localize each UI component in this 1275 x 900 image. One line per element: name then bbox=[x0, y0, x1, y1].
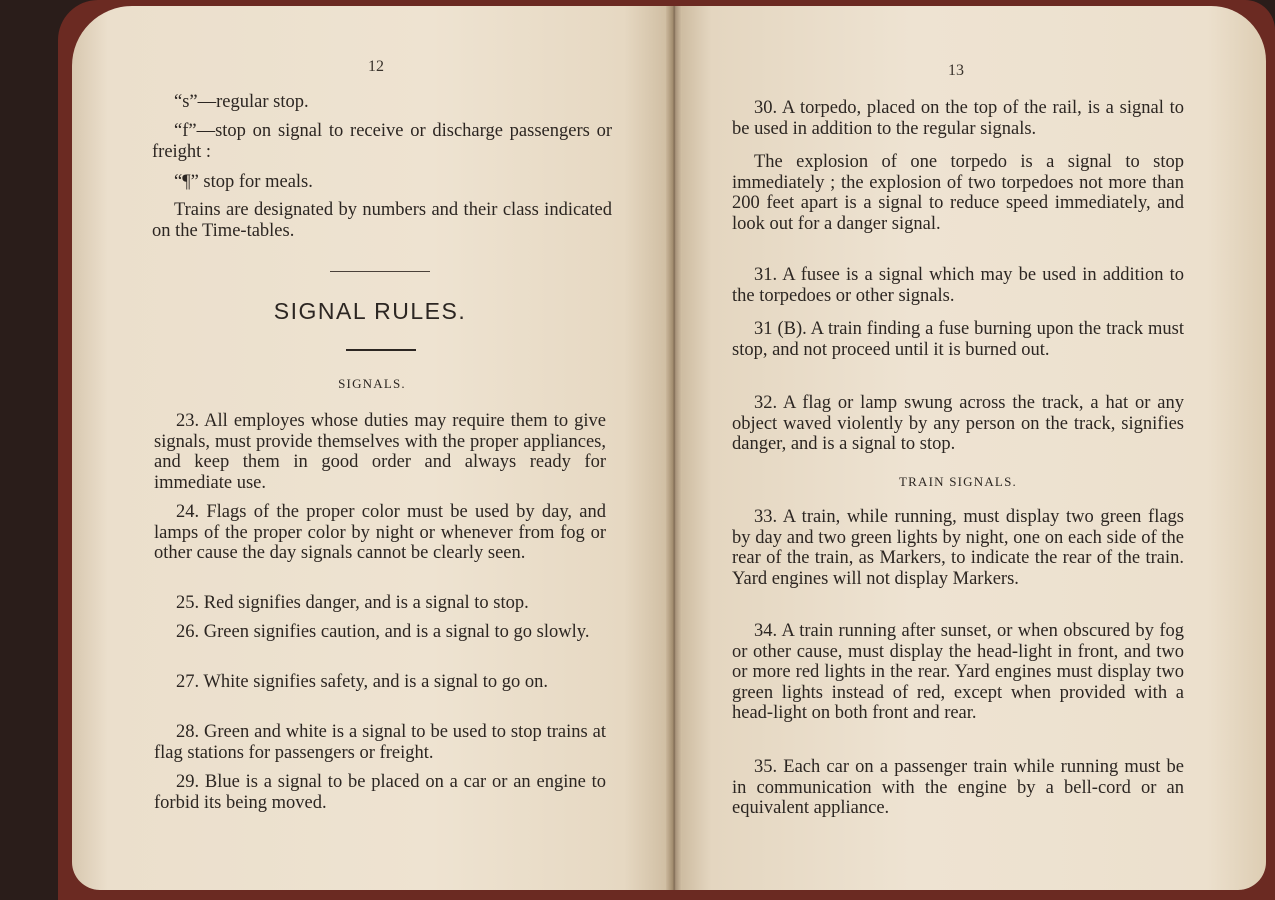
page-number: 12 bbox=[368, 58, 384, 75]
book-gutter bbox=[666, 6, 682, 890]
text-line: “s”—regular stop. bbox=[174, 92, 309, 112]
rule-paragraph: 35. Each car on a passenger train while running must be in communication with the engine by a bell-cord or an equivalent appliance. bbox=[732, 757, 1184, 818]
divider bbox=[330, 271, 430, 272]
subheading: TRAIN SIGNALS. bbox=[899, 474, 1017, 489]
subheading: SIGNALS. bbox=[338, 376, 406, 391]
page-number: 13 bbox=[948, 62, 964, 79]
rule-paragraph: The explosion of one torpedo is a signal to stop immediately ; the explosion of two torpedoes not more than 200 feet apart is a signal to reduce speed immediately, and look out for a danger signal. bbox=[732, 152, 1184, 234]
rule-paragraph: 26. Green signifies caution, and is a signal to go slowly. bbox=[176, 622, 590, 642]
rule-paragraph: 28. Green and white is a signal to be used to stop trains at flag stations for passengers or freight. bbox=[154, 722, 606, 763]
rule-paragraph: 33. A train, while running, must display two green flags by day and two green lights by night, one on each side of the rear of the train, as Markers, to indicate the rear of the train. Yard engines will not display Markers. bbox=[732, 507, 1184, 589]
rule-paragraph: 31. A fusee is a signal which may be used in addition to the torpedoes or other signals. bbox=[732, 265, 1184, 306]
rule-paragraph: 25. Red signifies danger, and is a signal to stop. bbox=[176, 593, 529, 613]
rule-paragraph: 32. A flag or lamp swung across the track, a hat or any object waved violently by any person on the track, signifies danger, and is a signal to stop. bbox=[732, 393, 1184, 454]
rule-paragraph: 31 (B). A train finding a fuse burning upon the track must stop, and not proceed until it is burned out. bbox=[732, 319, 1184, 360]
right-page bbox=[676, 6, 1266, 890]
rule-paragraph: 29. Blue is a signal to be placed on a car or an engine to forbid its being moved. bbox=[154, 772, 606, 813]
rule-paragraph: 27. White signifies safety, and is a signal to go on. bbox=[176, 672, 548, 692]
rule-paragraph: 30. A torpedo, placed on the top of the rail, is a signal to be used in addition to the regular signals. bbox=[732, 98, 1184, 139]
section-heading: SIGNAL RULES. bbox=[273, 298, 467, 324]
rule-paragraph: 23. All employes whose duties may require them to give signals, must provide themselves with the proper appliances, and keep them in good order and always ready for immediate use. bbox=[154, 411, 606, 493]
text-line: “¶” stop for meals. bbox=[174, 172, 313, 192]
rule-paragraph: 24. Flags of the proper color must be used by day, and lamps of the proper color by night or whenever from fog or other cause the day signals cannot be clearly seen. bbox=[154, 502, 606, 563]
left-page bbox=[72, 6, 672, 890]
text-line: Trains are designated by numbers and their class indicated on the Time-tables. bbox=[152, 200, 612, 241]
divider bbox=[346, 349, 416, 351]
text-line: “f”—stop on signal to receive or discharge passengers or freight : bbox=[152, 121, 612, 162]
rule-paragraph: 34. A train running after sunset, or when obscured by fog or other cause, must display the head-light in front, and two or more red lights in the rear. Yard engines must display two green lights instead of red, except when provided with a head-light on both front and rear. bbox=[732, 621, 1184, 723]
